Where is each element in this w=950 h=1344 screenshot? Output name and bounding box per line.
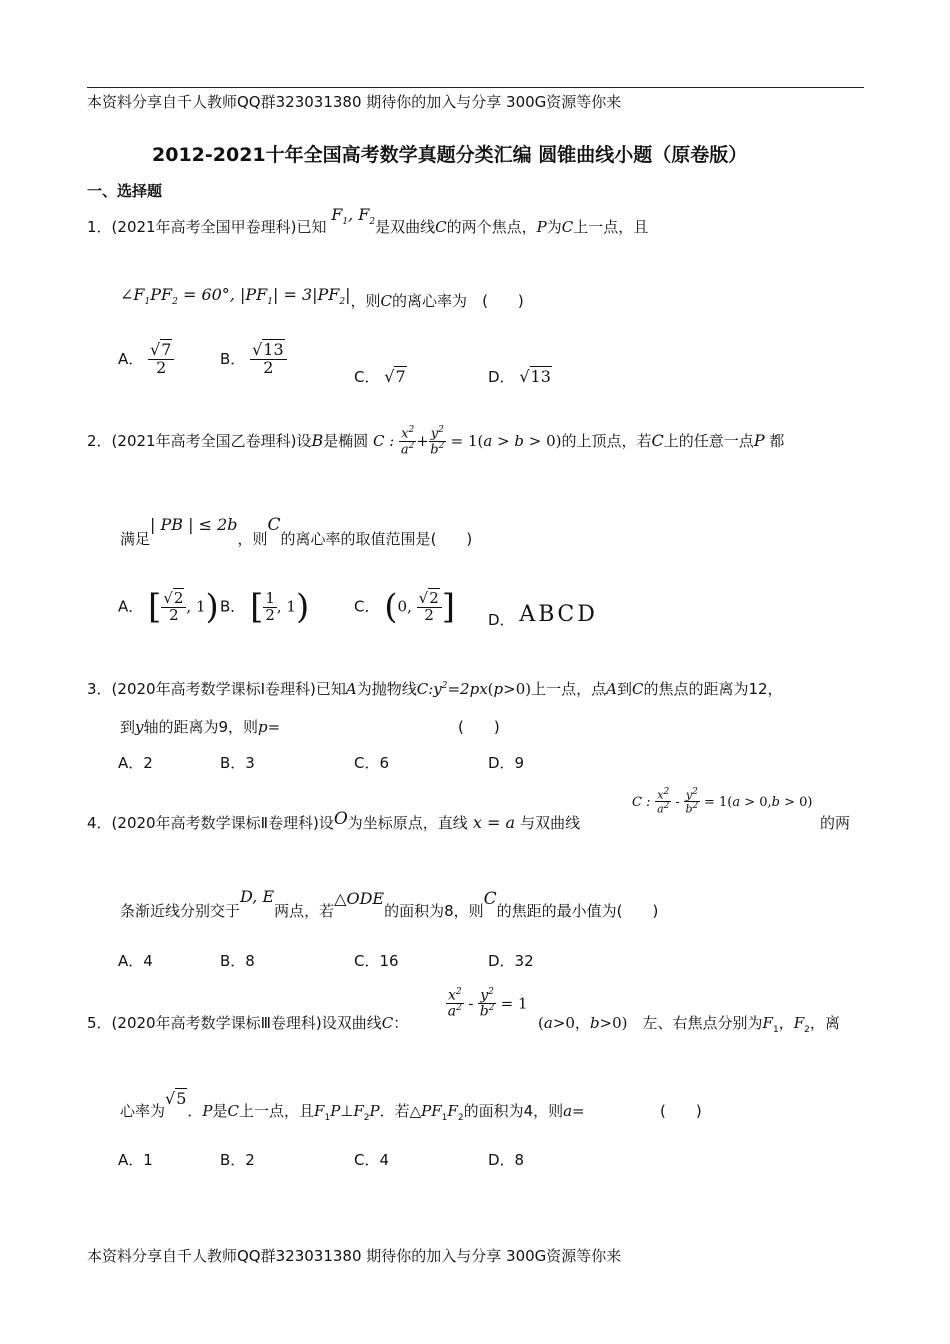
question-2-option-b[interactable]: B． [ $\frac{1}{2}$ , 1) — [220, 587, 310, 627]
question-1-option-a[interactable]: A． $\frac{√7}{2}$ — [118, 342, 174, 377]
question-5-paren: ( ) — [660, 1102, 702, 1120]
question-1-line-1: 1．(2021年高考全国甲卷理科)已知 $F_1$, $F_2$是双曲线C的两个焦点，P为C上一点，且 — [87, 205, 649, 236]
question-3-line-1: 3．(2020年高考数学课标Ⅰ卷理科)已知A为抛物线$C:y^2=2px(p>0)$上一点，点A到C的焦点的距离为12， — [87, 680, 783, 698]
question-4-hyperbola-formula: C : $\frac{x^2}{a^2}$ - $\frac{y^2}{b^2}$ = 1(a > 0,b > 0) — [632, 787, 813, 816]
question-4-option-d[interactable]: D．32 — [488, 952, 534, 970]
question-2-line-1: 2．(2021年高考全国乙卷理科)设B是椭圆 C : $\frac{x^2}{a^2}$ + $\frac{y^2}{b^2}$ = 1(a > b > 0)的上顶点，若C上的任意一点P 都 — [87, 425, 785, 458]
question-3-paren: ( ) — [458, 718, 500, 736]
header-rule — [87, 87, 864, 88]
section-heading: 一、选择题 — [87, 182, 163, 200]
question-4-option-c[interactable]: C．16 — [354, 952, 399, 970]
question-5-line-1-cont: (a>0，b>0) 左、右焦点分别为$F_1$，$F_2$，离 — [538, 1014, 840, 1035]
question-4-option-a[interactable]: A．4 — [118, 952, 153, 970]
question-5-option-d[interactable]: D．8 — [488, 1151, 525, 1169]
question-5-line-1: 5．(2020年高考数学课标Ⅲ卷理科)设双曲线C： — [87, 1014, 409, 1032]
question-4-option-b[interactable]: B．8 — [220, 952, 255, 970]
question-1-option-b[interactable]: B． $\frac{√13}{2}$ — [220, 342, 287, 377]
question-3-option-d[interactable]: D．9 — [488, 754, 525, 772]
question-2-line-2: 满足| PB | ≤ 2b，则C的离心率的取值范围是( ) — [120, 515, 473, 548]
question-2-option-c[interactable]: C． (0, $\frac{√2}{2}$ ] — [354, 587, 455, 627]
question-2-option-d[interactable]: D． A B C D — [488, 602, 593, 629]
question-2-option-a[interactable]: A． [ $\frac{√2}{2}$ , 1) — [118, 587, 219, 627]
question-5-option-b[interactable]: B．2 — [220, 1151, 255, 1169]
question-4-line-1: 4．(2020年高考数学课标Ⅱ卷理科)设O为坐标原点，直线 x = a 与双曲线 — [87, 809, 581, 832]
question-1-line-2: $\angle F_1PF_2 = 60^\circ$, $|PF_1| = 3|PF_2|$，则C的离心率为 ( ) — [120, 285, 524, 310]
question-4-line-2: 条渐近线分别交于D, E两点，若△ODE的面积为8，则C的焦距的最小值为( ) — [120, 887, 659, 920]
question-5-option-a[interactable]: A．1 — [118, 1151, 153, 1169]
question-5-line-2: 心率为√5．P是C上一点，且$F_1P\perp F_2P$．若$\triangle PF_1F_2$的面积为4，则a= — [120, 1089, 585, 1123]
question-4-line-1-end: 的两 — [820, 814, 851, 832]
question-3-option-b[interactable]: B．3 — [220, 754, 255, 772]
question-1-option-c[interactable]: C． √7 — [354, 367, 406, 386]
question-3-line-2: 到y轴的距离为9，则p= — [120, 718, 281, 736]
question-5-option-c[interactable]: C．4 — [354, 1151, 390, 1169]
header-note: 本资料分享自千人教师QQ群323031380 期待你的加入与分享 300G资源等你来 — [87, 93, 622, 111]
question-1-option-d[interactable]: D． √13 — [488, 367, 551, 386]
question-3-option-c[interactable]: C．6 — [354, 754, 390, 772]
question-3-option-a[interactable]: A．2 — [118, 754, 153, 772]
page-title: 2012-2021十年全国高考数学真题分类汇编 圆锥曲线小题（原卷版） — [152, 144, 748, 166]
footer-note: 本资料分享自千人教师QQ群323031380 期待你的加入与分享 300G资源等你来 — [87, 1247, 622, 1265]
question-5-hyperbola-formula: $\frac{x^2}{a^2}$ - $\frac{y^2}{b^2}$ = 1 — [447, 987, 528, 1020]
